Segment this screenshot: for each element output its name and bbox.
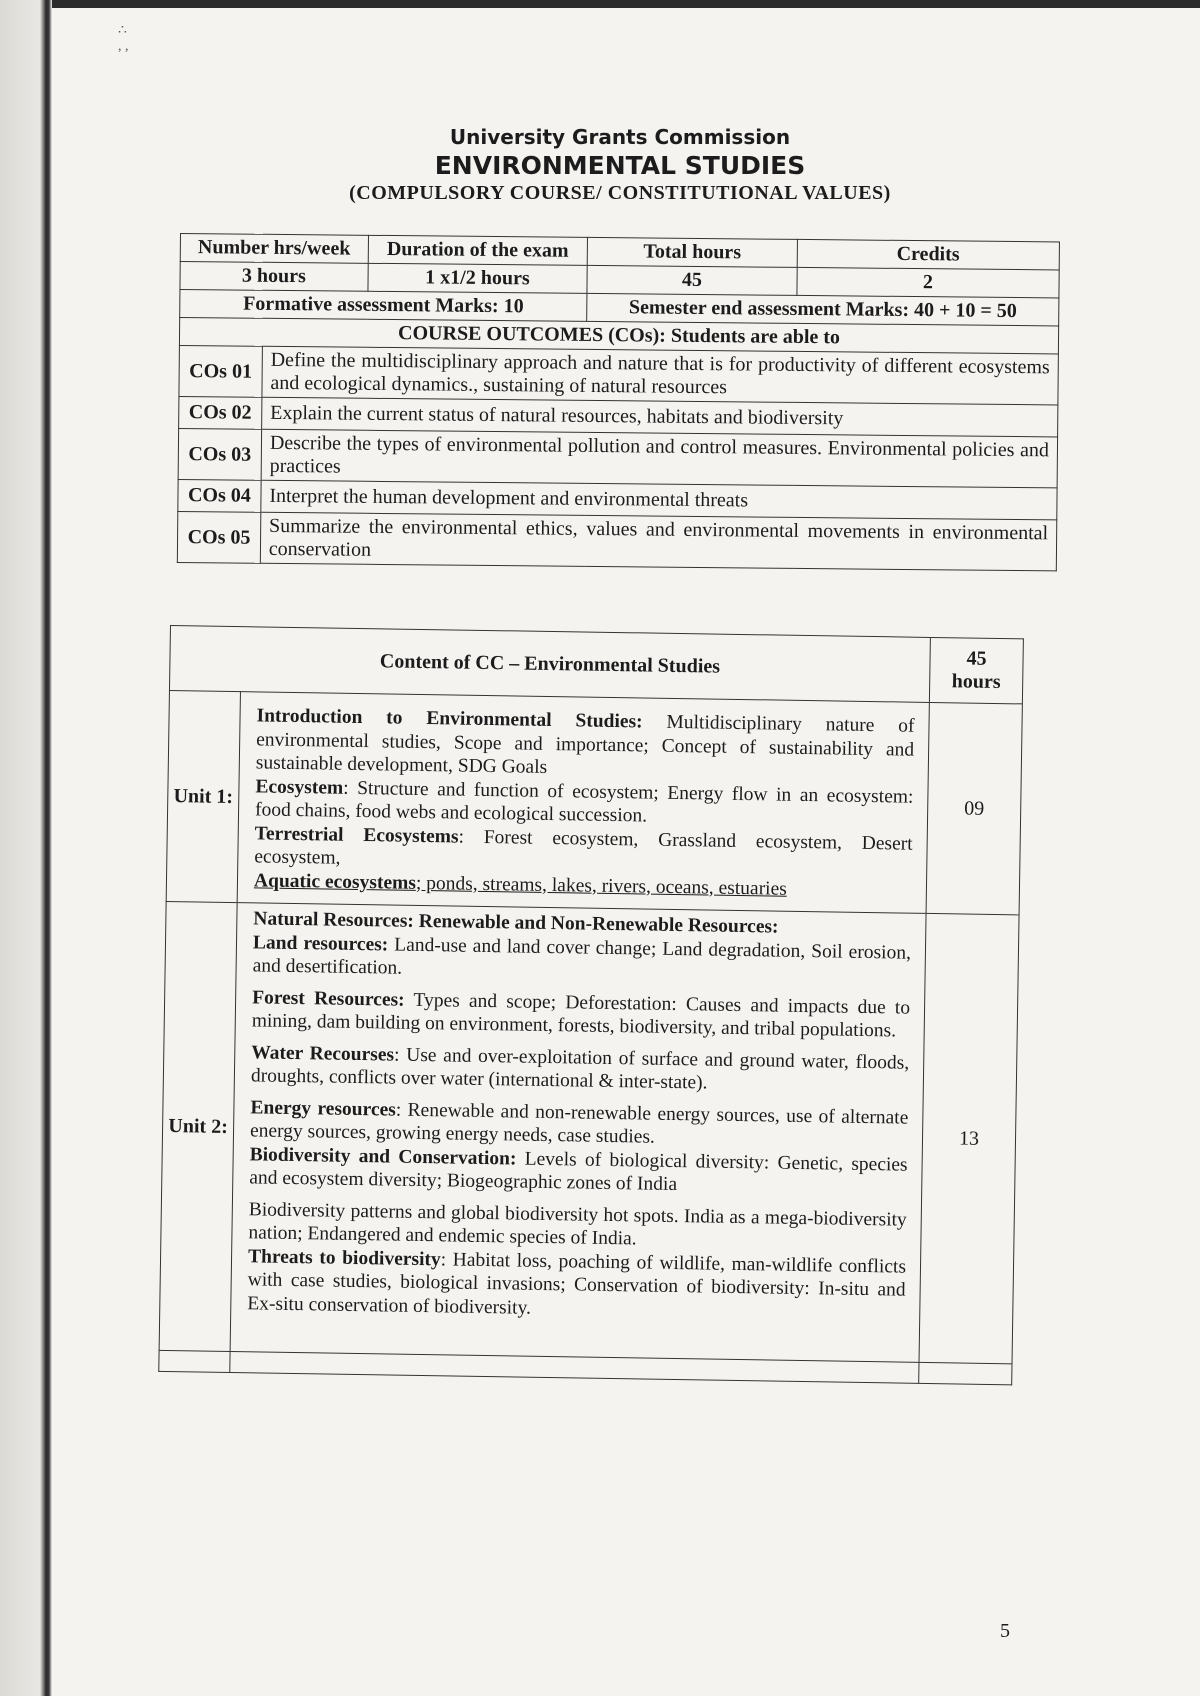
- course-info-table: [177, 233, 1060, 571]
- organization-name: University Grants Commission: [449, 125, 791, 149]
- hours-heading-number: 45: [966, 647, 987, 670]
- outcome-row: [177, 511, 1056, 570]
- scan-specks: ∴ , ,: [118, 23, 129, 54]
- outcome-id: COs 04: [178, 479, 261, 512]
- unit-row: [166, 690, 1022, 914]
- unit-2-content: [230, 903, 926, 1363]
- hours-heading-unit: hours: [951, 670, 1001, 694]
- unit-2-topic: Water Recourses: Use and over-exploitation of surface and ground water, floods, droughts, conflicts over water (international & inter-state).: [250, 1041, 910, 1094]
- outcome-id: COs 05: [177, 511, 260, 563]
- empty-cell: [159, 1350, 230, 1372]
- total-hours-value: 45: [587, 265, 797, 295]
- outcome-text: Describe the types of environmental pollution and control measures. Environmental policies and practices: [261, 429, 1058, 488]
- unit-1-content: [237, 692, 929, 914]
- total-hours-header: Total hours: [587, 237, 797, 267]
- credits-value: 2: [797, 267, 1060, 298]
- unit-1-label: Unit 1:: [166, 690, 240, 902]
- course-content-table: [158, 625, 1024, 1385]
- unit-2-topic: Threats to biodiversity: Habitat loss, poaching of wildlife, man-wildlife conflicts with case studies, biological invasions; Conservation of biodiversity: In-situ and Ex-situ conservation of biodiversity.: [247, 1245, 907, 1319]
- unit-1-topic: Aquatic ecosystems; ponds, streams, lakes, rivers, oceans, estuaries: [253, 869, 787, 900]
- credits-header: Credits: [797, 239, 1060, 270]
- unit-2-topic: Biodiversity and Conservation: Levels of biological diversity: Genetic, species and ecosystem diversity; Biogeographic zones of India: [249, 1143, 908, 1196]
- hours-per-week-value: 3 hours: [180, 262, 368, 292]
- course-title: ENVIRONMENTAL STUDIES: [434, 151, 806, 180]
- outcome-id: COs 03: [178, 428, 261, 480]
- outcome-id: COs 01: [179, 345, 262, 397]
- outcome-text: Summarize the environmental ethics, values and environmental movements in environmental conservation: [260, 512, 1057, 571]
- scan-top-edge: [0, 0, 1200, 8]
- unit-2-topic: Natural Resources: Renewable and Non-Renewable Resources:: [253, 908, 779, 938]
- unit-2-topic: Energy resources: Renewable and non-renewable energy sources, use of alternate energy sources, growing energy needs, case studies.: [249, 1096, 909, 1148]
- unit-1-topic: Terrestrial Ecosystems: Forest ecosystem, Grassland ecosystem, Desert ecosystem,: [254, 822, 913, 869]
- unit-1-topic: Introduction to Environmental Studies: Multidisciplinary nature of environmental studies, Scope and importance; Concept of sustainability and sustainable development, SDG Goals: [255, 705, 915, 778]
- unit-2-hours: 13: [919, 913, 1019, 1363]
- outcome-row: [178, 428, 1057, 487]
- unit-2-topic: Biodiversity patterns and global biodiversity hot spots. India as a mega-biodiversity nation; Endangered and endemic species of India.: [248, 1198, 907, 1250]
- unit-2-topic: Land resources: Land-use and land cover change; Land degradation, Soil erosion, and desertification.: [252, 931, 912, 979]
- unit-1-hours: 09: [926, 702, 1022, 914]
- unit-2-label: Unit 2:: [159, 901, 237, 1351]
- unit-row: [159, 901, 1019, 1363]
- semester-end-assessment: Semester end assessment Marks: 40 + 10 = 50: [587, 293, 1059, 326]
- exam-duration-value: 1 x1/2 hours: [368, 263, 588, 293]
- page-number: 5: [1000, 1620, 1010, 1642]
- outcome-text: Define the multidisciplinary approach and nature that is for productivity of different ecosystems and ecological dynamics., sustaining of natural resources: [262, 346, 1059, 405]
- scan-left-edge: [0, 0, 52, 1696]
- outcome-id: COs 02: [179, 396, 262, 429]
- outcome-row: [179, 345, 1058, 404]
- unit-1-topic: Ecosystem: Structure and function of ecosystem; Energy flow in an ecosystem: food chains, food webs and ecological succession.: [254, 775, 914, 827]
- content-heading: Content of CC – Environmental Studies: [169, 626, 930, 703]
- hours-per-week-header: Number hrs/week: [180, 234, 368, 264]
- exam-duration-header: Duration of the exam: [368, 235, 588, 265]
- document-header: [180, 125, 1060, 205]
- outcome-text: Explain the current status of natural resources, habitats and biodiversity: [262, 397, 1058, 437]
- empty-cell: [919, 1362, 1012, 1384]
- outcome-text: Interpret the human development and environmental threats: [261, 480, 1057, 520]
- formative-assessment: Formative assessment Marks: 10: [180, 290, 587, 322]
- course-outcomes-heading: COURSE OUTCOMES (COs): Students are able to: [179, 318, 1058, 354]
- hours-heading: [929, 637, 1023, 703]
- course-type: (COMPULSORY COURSE/ CONSTITUTIONAL VALUES): [349, 182, 891, 204]
- unit-2-topic: Forest Resources: Types and scope; Deforestation: Causes and impacts due to mining, dam building on environment, forests, biodiversity, and tribal populations.: [251, 986, 911, 1042]
